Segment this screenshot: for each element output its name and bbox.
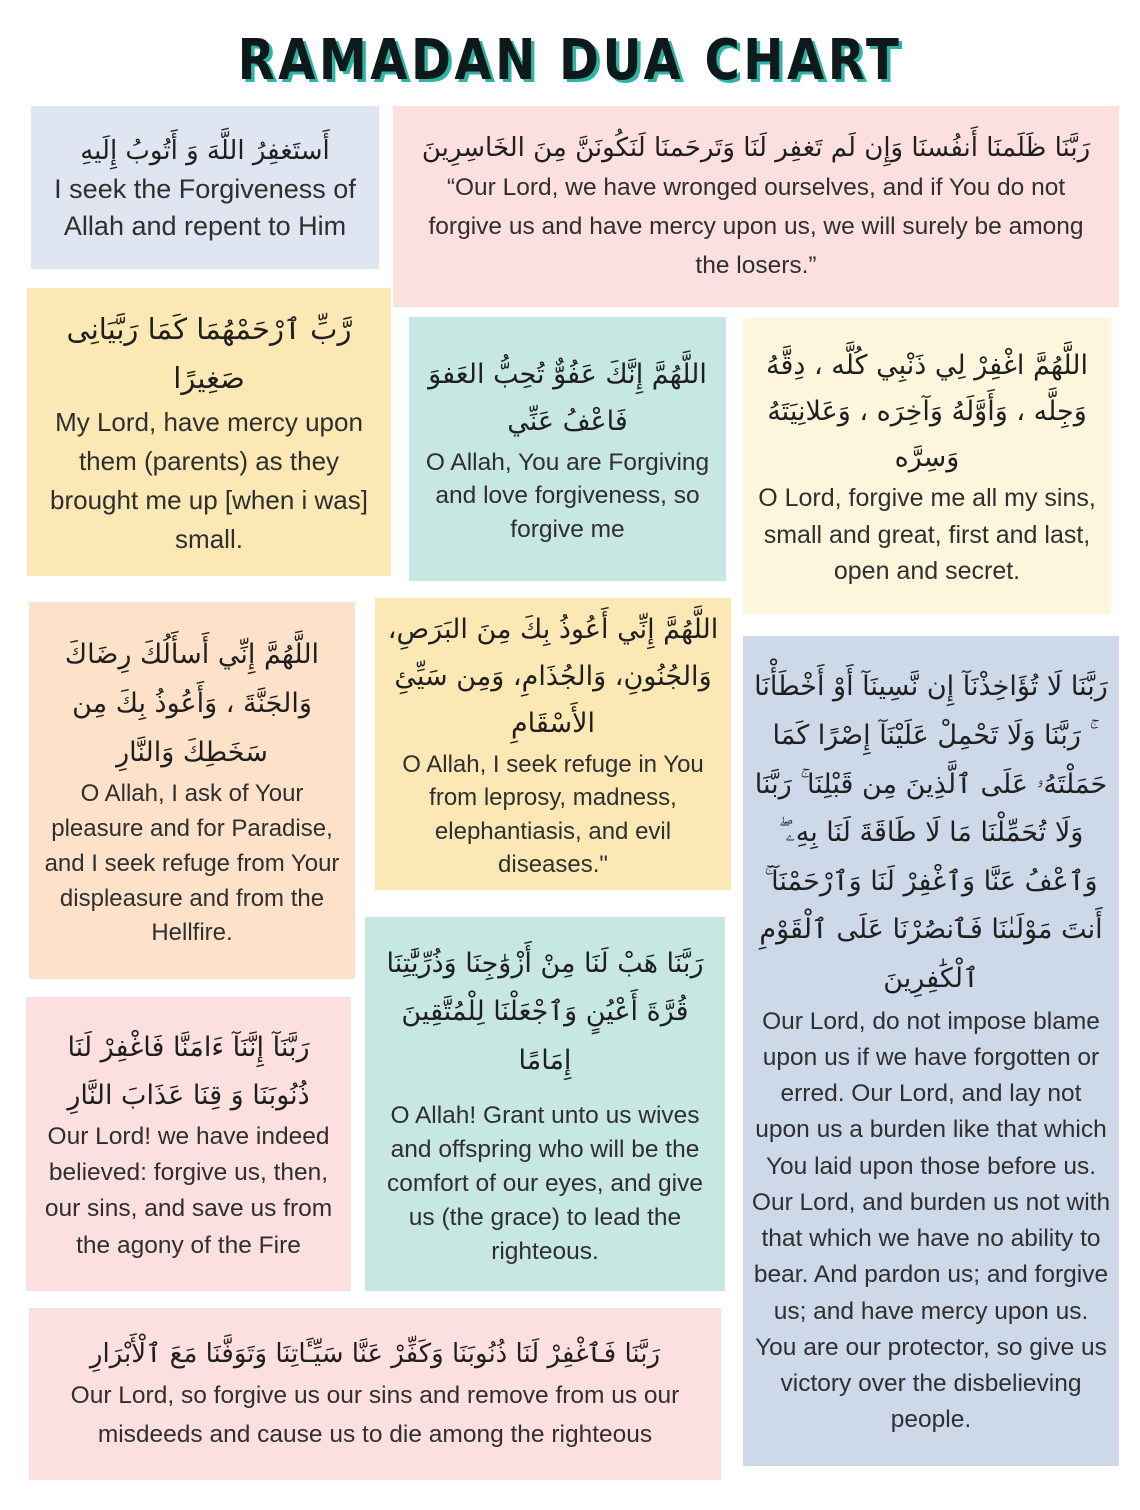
dua-card-believed: [26, 997, 351, 1291]
dua-card-wronged-ourselves: [393, 106, 1119, 307]
dua-arabic: اللَّهُمَّ اغْفِرْ لِي ذَنْبِي كُلَّه ، دِقَّهُ وَجِلَّه ، وَأَوَّلَهُ وَآخِرَه ، وَعَلانِيَتَهُ وَسِرَّه: [765, 349, 1089, 473]
dua-translation: O Allah, You are Forgiving and love forgiveness, so forgive me: [425, 448, 710, 544]
dua-arabic: رَبَّنَآ إِنَّنَآ ءَامَنَّا فَاغْفِرْ لَنَا ذُنُوبَنَا وَ قِنَا عَذَابَ النَّارِ: [67, 1032, 310, 1111]
dua-arabic: رَبَّنَا لَا تُؤَاخِذْنَآ إِن نَّسِينَآ أَوْ أَخْطَأْنَا ۚ رَبَّنَا وَلَا تَحْمِلْ عَلَيْنَآ إِصْرًا كَمَا حَمَلْتَهُۥ عَلَى ٱلَّذِينَ مِن قَبْلِنَا ۚ رَبَّنَا وَلَا تُحَمِّلْنَا مَا لَا طَاقَةَ لَنَا بِهِۦ ۖ وَٱعْفُ عَنَّا وَٱغْفِرْ لَنَا وَٱرْحَمْنَآ ۚ أَنتَ مَوْلَىٰنَا فَٱنصُرْنَا عَلَى ٱلْقَوْمِ ٱلْكَٰفِرِينَ: [754, 671, 1108, 994]
dua-translation: My Lord, have mercy upon them (parents) as they brought me up [when i was] small.: [50, 407, 368, 555]
dua-translation: I seek the Forgiveness of Allah and repent to Him: [54, 174, 356, 241]
dua-translation: Our Lord, so forgive us our sins and remove from us our misdeeds and cause us to die among the righteous: [70, 1381, 680, 1448]
dua-translation: Our Lord, do not impose blame upon us if we have forgotten or erred. Our Lord, and lay not upon us a burden like that which You laid upon those before us. Our Lord, and burden us not with that which we have no ability to bear. And pardon us; and forgive us; and have mercy upon us. You are our protector, so give us victory over the disbelieving people.: [751, 1007, 1111, 1434]
dua-card-spouses: [365, 917, 725, 1291]
dua-arabic: رَبَّنَا فَٱغْفِرْ لَنَا ذُنُوبَنَا وَكَفِّرْ عَنَّا سَيِّـَٔاتِنَا وَتَوَفَّنَا مَعَ ٱلْأَبْرَارِ: [89, 1339, 661, 1370]
dua-card-righteous: [29, 1308, 721, 1480]
dua-card-parents: [27, 288, 391, 576]
dua-card-all-sins: [743, 318, 1111, 614]
dua-translation: O Allah, I seek refuge in You from leprosy, madness, elephantiasis, and evil diseases.": [402, 750, 704, 879]
dua-translation: O Allah! Grant unto us wives and offspring who will be the comfort of our eyes, and give us (the grace) to lead the righteous.: [387, 1102, 703, 1265]
dua-card-afuww: [409, 317, 726, 581]
dua-card-burden: [743, 636, 1119, 1466]
dua-card-diseases: [375, 598, 731, 890]
dua-arabic: رَبَّنَا ظَلَمنَا أَنفُسنَا وَإِن لَم تَغفِر لَنَا وَتَرحَمنَا لَنَكُونَنَّ مِنَ الخَاسِرِينَ: [421, 132, 1091, 163]
dua-arabic: رَبَّنَا هَبْ لَنَا مِنْ أَزْوَٰجِنَا وَذُرِّيَّٰتِنَا قُرَّةَ أَعْيُنٍ وَٱجْعَلْنَا لِلْمُتَّقِينَ إِمَامًا: [386, 947, 704, 1076]
dua-card-istighfar: [31, 106, 379, 269]
dua-card-paradise: [29, 602, 355, 979]
dua-arabic: أَستَغفِرُ اللَّهَ وَ أَتُوبُ إِلَيهِ: [80, 136, 330, 167]
dua-arabic: اللَّهُمَّ إِنِّي أَعُوذُ بِكَ مِنَ البَرَصِ، وَالجُنُونِ، وَالجُذَامِ، وَمِن سَيِّئِ الأَسْقَامِ: [387, 613, 719, 740]
dua-translation: O Allah, I ask of Your pleasure and for Paradise, and I seek refuge from Your displeasure and from the Hellfire.: [44, 780, 340, 947]
dua-translation: O Lord, forgive me all my sins, small and great, first and last, open and secret.: [758, 484, 1096, 585]
dua-arabic: اللَّهُمَّ إِنَّكَ عَفُوٌّ تُحِبُّ العَفوَ فَاعْفُ عَنِّي: [428, 359, 707, 438]
dua-translation: Our Lord! we have indeed believed: forgive us, then, our sins, and save us from the agony of the Fire: [44, 1122, 333, 1259]
dua-translation: “Our Lord, we have wronged ourselves, and if You do not forgive us and have mercy upon us, we will surely be among the losers.”: [428, 173, 1084, 280]
dua-arabic: اللَّهُمَّ إِنِّي أَسأَلُكَ رِضَاكَ وَالجَنَّةَ ، وَأَعُوذُ بِكَ مِن سَخَطِكَ وَالنَّارِ: [64, 638, 320, 769]
dua-arabic: رَّبِّ ٱرْحَمْهُمَا كَمَا رَبَّيَانِى صَغِيرًا: [66, 311, 352, 395]
page-title: RAMADAN DUA CHART: [237, 28, 903, 93]
